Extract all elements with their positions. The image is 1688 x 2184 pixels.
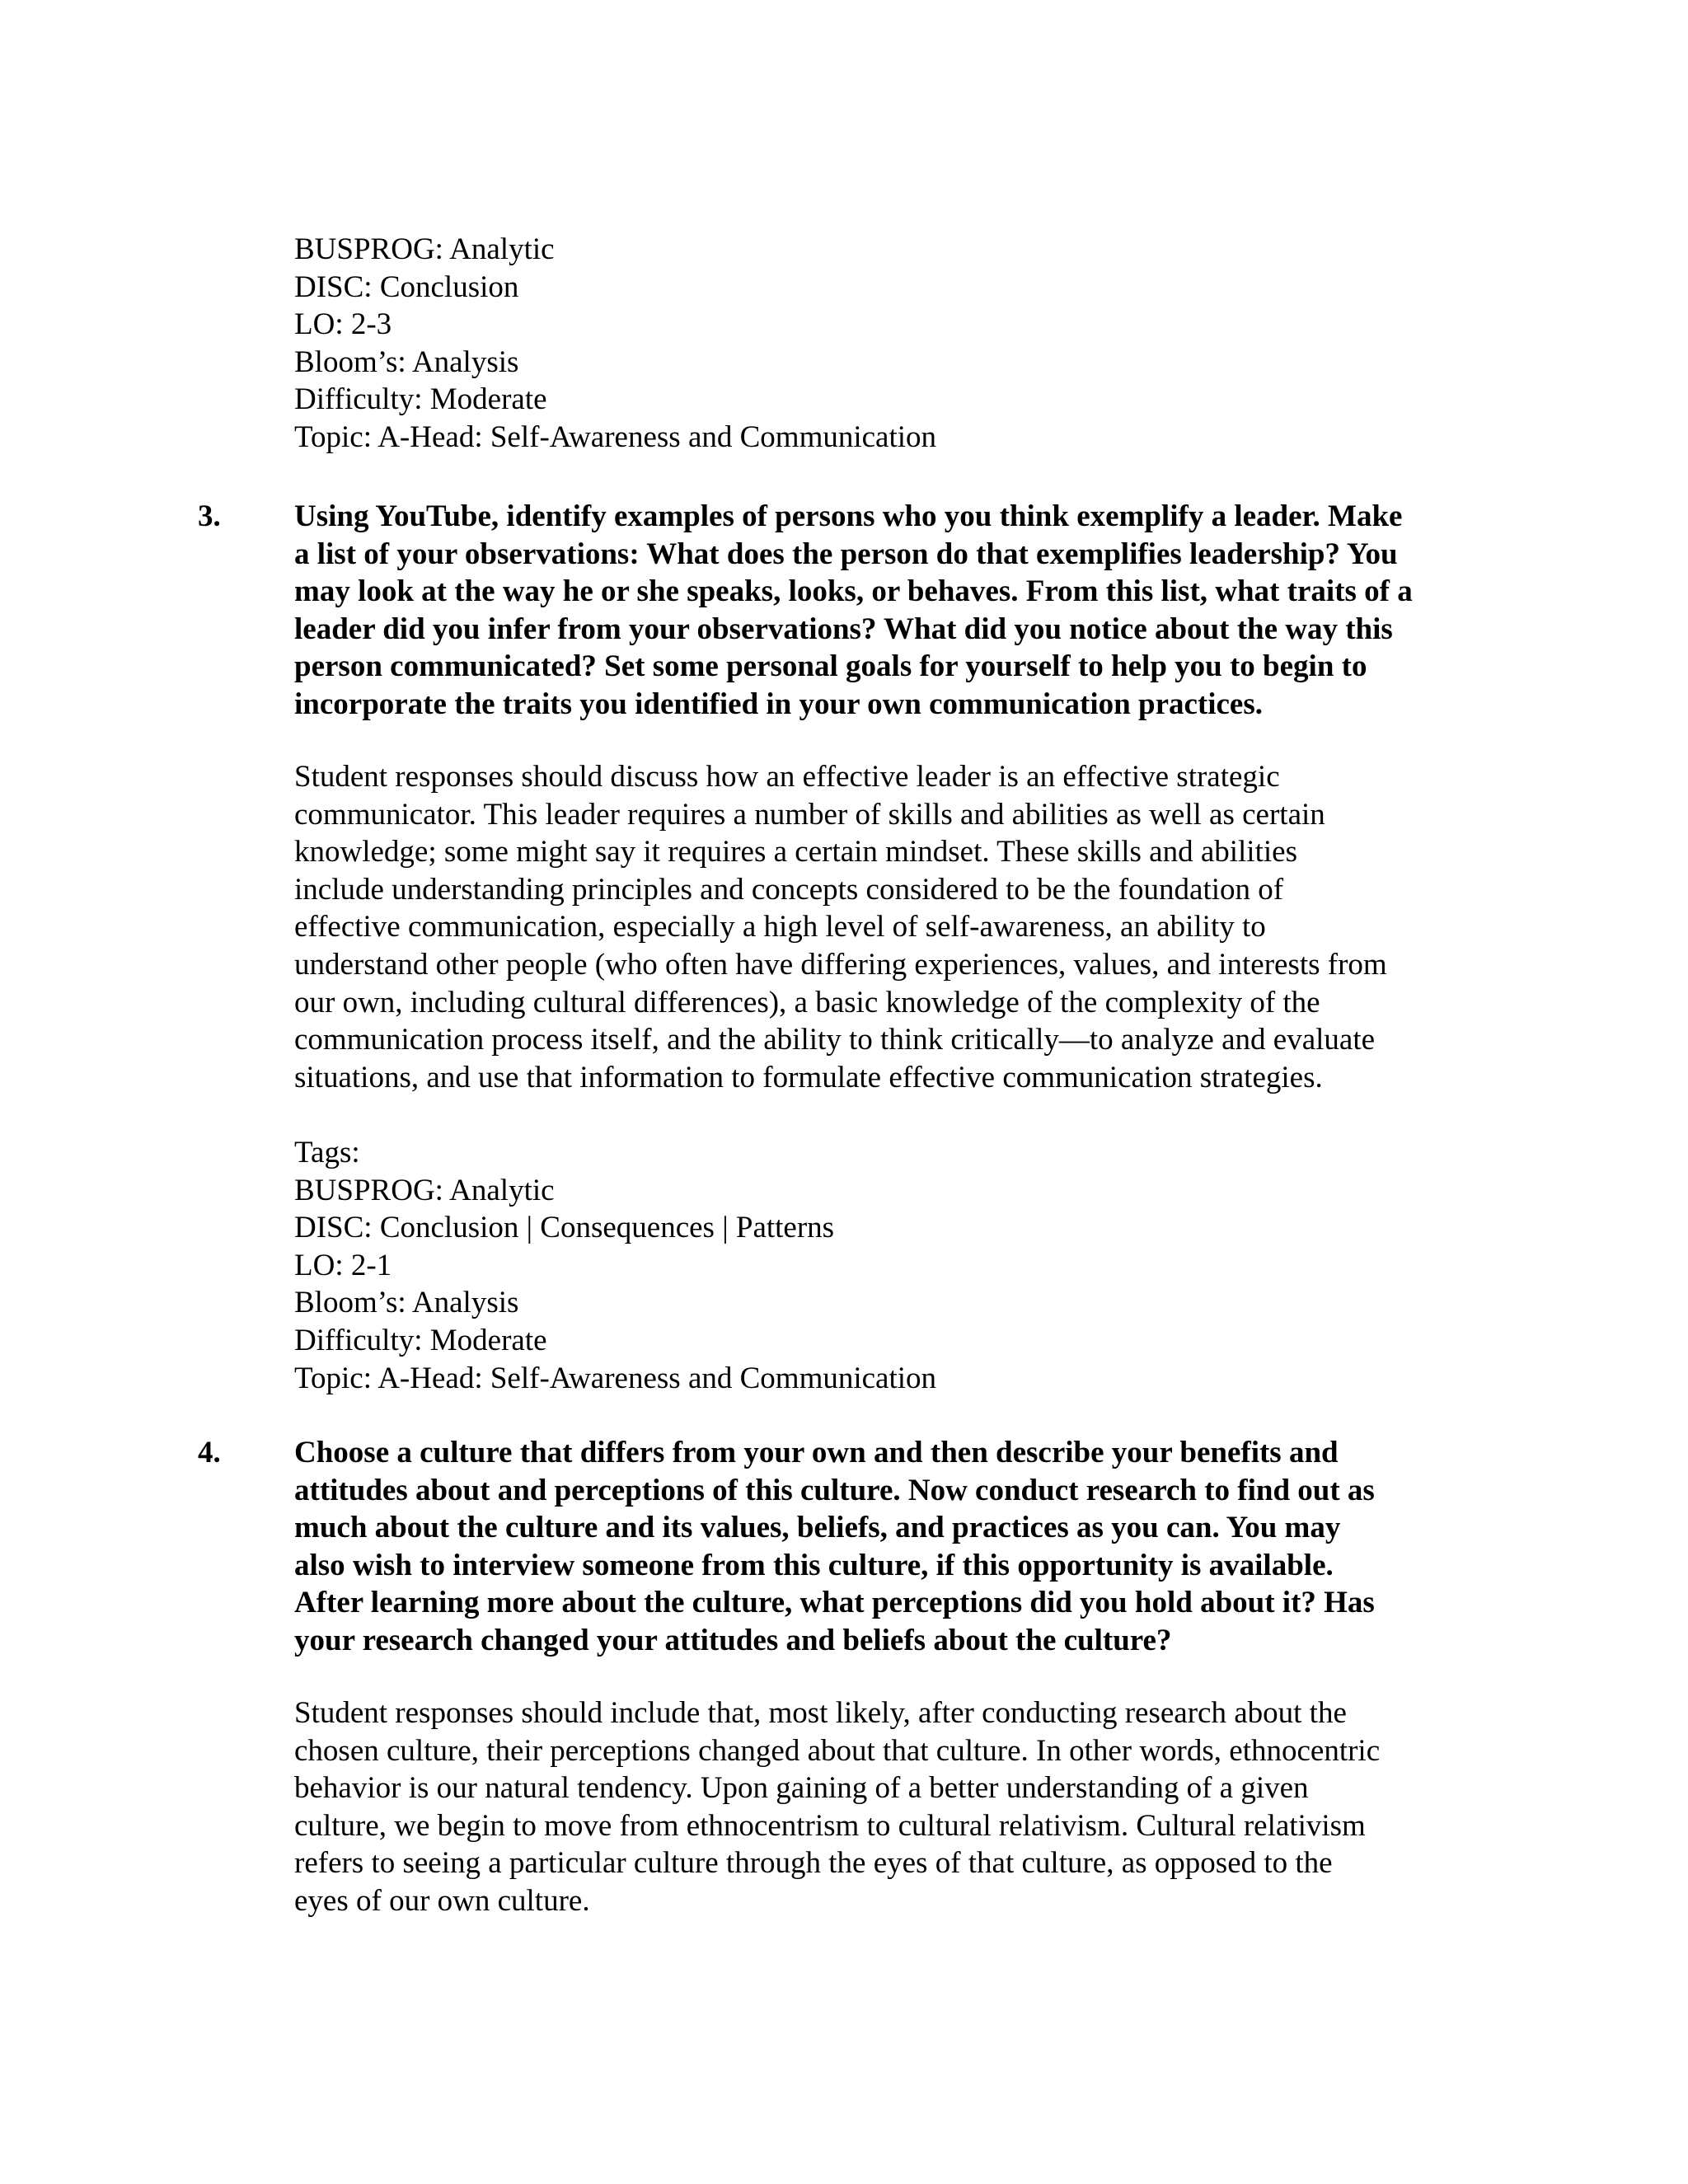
- tag-line: Bloom’s: Analysis: [294, 1286, 519, 1320]
- answer-line: Student responses should include that, most likely, after conducting research about the: [294, 1696, 1347, 1730]
- question-3-tags: [294, 1134, 1481, 1397]
- question-line: Using YouTube, identify examples of persons who you think exemplify a leader. Make: [294, 499, 1403, 533]
- answer-line: include understanding principles and concepts considered to be the foundation of: [294, 872, 1284, 907]
- answer-line: effective communication, especially a high level of self-awareness, an ability to: [294, 910, 1266, 944]
- tag-line: BUSPROG: Analytic: [294, 1173, 555, 1207]
- tag-line: Bloom’s: Analysis: [294, 344, 519, 379]
- tag-line: Difficulty: Moderate: [294, 1323, 547, 1357]
- question-line: a list of your observations: What does the person do that exemplifies leadership? You: [294, 537, 1398, 571]
- answer-line: Student responses should discuss how an effective leader is an effective strategic: [294, 760, 1280, 794]
- answer-line: chosen culture, their perceptions changed about that culture. In other words, ethnocentric: [294, 1733, 1381, 1768]
- answer-line: eyes of our own culture.: [294, 1883, 590, 1918]
- question-4-number: 4.: [198, 1436, 221, 1469]
- tag-line: BUSPROG: Analytic: [294, 232, 555, 266]
- question-line: your research changed your attitudes and beliefs about the culture?: [294, 1623, 1172, 1657]
- question-line: leader did you infer from your observations? What did you notice about the way this: [294, 612, 1393, 646]
- tag-line: DISC: Conclusion: [294, 269, 519, 304]
- tag-line: LO: 2-1: [294, 1248, 392, 1282]
- top-tags-block: [294, 231, 1481, 457]
- tag-line: LO: 2-3: [294, 307, 392, 342]
- answer-line: refers to seeing a particular culture through the eyes of that culture, as opposed to the: [294, 1846, 1333, 1881]
- answer-line: behavior is our natural tendency. Upon gaining of a better understanding of a given: [294, 1771, 1309, 1806]
- answer-line: understand other people (who often have differing experiences, values, and interests from: [294, 947, 1387, 982]
- question-4-text: [294, 1434, 1481, 1660]
- answer-line: situations, and use that information to formulate effective communication strategies.: [294, 1060, 1323, 1094]
- answer-line: our own, including cultural differences), a basic knowledge of the complexity of the: [294, 985, 1320, 1019]
- answer-line: knowledge; some might say it requires a certain mindset. These skills and abilities: [294, 835, 1297, 869]
- question-line: attitudes about and perceptions of this culture. Now conduct research to find out as: [294, 1473, 1375, 1507]
- question-4-answer: [294, 1694, 1481, 1920]
- question-3-text: [294, 498, 1481, 724]
- question-line: incorporate the traits you identified in your own communication practices.: [294, 687, 1264, 721]
- tag-line: Tags:: [294, 1136, 360, 1169]
- tag-line: Topic: A-Head: Self-Awareness and Communication: [294, 1361, 937, 1395]
- tag-line: Topic: A-Head: Self-Awareness and Communication: [294, 419, 937, 454]
- question-line: also wish to interview someone from this culture, if this opportunity is available.: [294, 1548, 1334, 1582]
- tag-line: DISC: Conclusion | Consequences | Patterns: [294, 1211, 835, 1245]
- question-line: much about the culture and its values, beliefs, and practices as you can. You may: [294, 1511, 1341, 1545]
- tag-line: Difficulty: Moderate: [294, 382, 547, 417]
- question-line: may look at the way he or she speaks, looks, or behaves. From this list, what traits of a: [294, 574, 1413, 609]
- question-line: Choose a culture that differs from your own and then describe your benefits and: [294, 1436, 1339, 1469]
- question-line: person communicated? Set some personal goals for yourself to help you to begin to: [294, 649, 1367, 684]
- question-3-number: 3.: [198, 499, 221, 533]
- question-line: After learning more about the culture, what perceptions did you hold about it? Has: [294, 1586, 1375, 1620]
- answer-line: communication process itself, and the ability to think critically—to analyze and evaluate: [294, 1023, 1376, 1057]
- answer-line: communicator. This leader requires a number of skills and abilities as well as certain: [294, 797, 1325, 832]
- answer-line: culture, we begin to move from ethnocentrism to cultural relativism. Cultural relativism: [294, 1808, 1366, 1843]
- question-3-answer: [294, 758, 1481, 1096]
